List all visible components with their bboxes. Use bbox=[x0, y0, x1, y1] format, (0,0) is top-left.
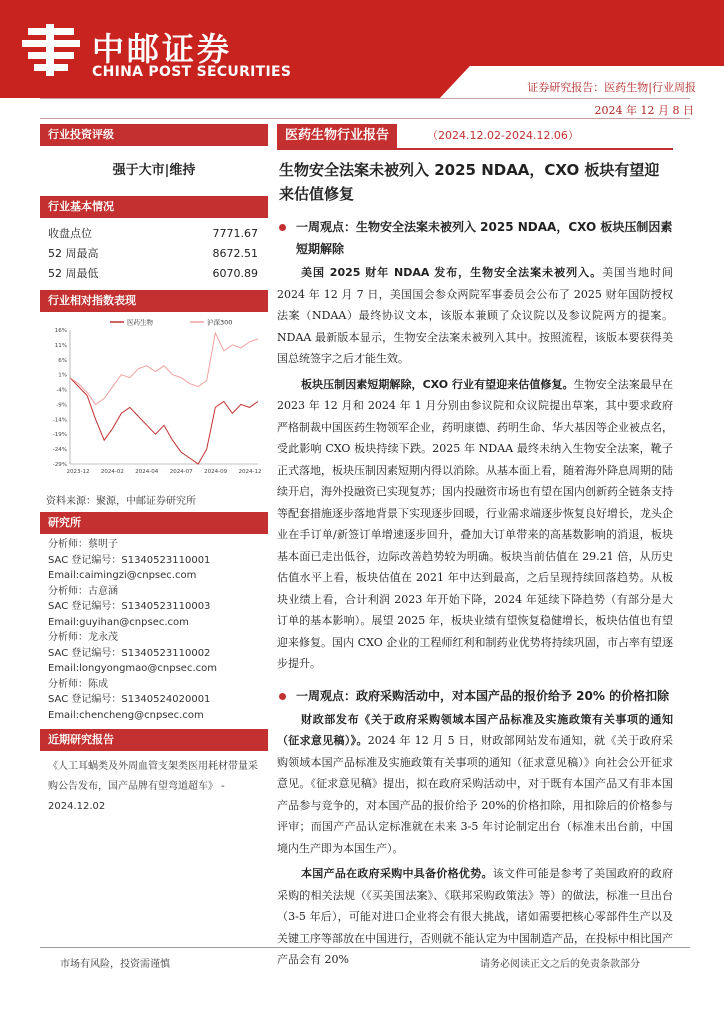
basics-label: 收盘点位 bbox=[48, 227, 92, 240]
paragraph-body: 2024 年 12 月 5 日，财政部网站发布通知，就《关于政府采购领域本国产品标准及实施政策有关事项的通知（征求意见稿）》向社会公开征求意见。《征求意见稿》提出，拟在政府采购活动中，对于既有本国产品又有非本国产品参与竞争的，对本国产品的报价给予 20%的价格扣除，用扣除后的价格参与评审；而国产产品认定标准就在未来 3-5 年讨论制定出台（标准未出台前，中国境内生产即为本国生产）。 bbox=[277, 734, 674, 855]
analyst-line: 分析师：陈成 bbox=[48, 678, 108, 690]
y-tick-label: -14% bbox=[52, 417, 67, 424]
header-divider bbox=[40, 98, 690, 99]
date-divider bbox=[40, 118, 690, 119]
x-tick-label: 2023-12 bbox=[66, 469, 90, 475]
series-line-csi300 bbox=[70, 333, 258, 404]
paragraph-lead: 本国产品在政府采购中具备价格优势。 bbox=[301, 867, 493, 880]
perf-header: 行业相对指数表现 bbox=[40, 290, 268, 312]
analyst-line: 分析师：蔡明子 bbox=[48, 539, 118, 550]
analyst-list bbox=[40, 534, 268, 723]
rating-header: 行业投资评级 bbox=[40, 124, 268, 146]
paragraph-body: 该文件可能是参考了美国政府的政府采购的相关法规（《买美国法案》、《联邦采购政策法》等）的做法，标准一旦出台（3-5 年后），可能对进口企业将会有很大挑战，诸如需要把核心零部件生产以及关键工序等部放在中国进行，否则就不能认定为中国制造产品，在投标中相比国产产品会有 20% bbox=[277, 867, 673, 966]
footer-risk: 市场有风险，投资需谨慎 bbox=[60, 959, 170, 970]
analyst-line: SAC 登记编号：S1340523110003 bbox=[48, 601, 211, 612]
basics-row bbox=[40, 244, 268, 264]
analyst-line: Email:guyihan@cnpsec.com bbox=[48, 616, 189, 628]
key-point-text: 一周观点：生物安全法案未被列入 2025 NDAA，CXO 板块压制因素短期解除 bbox=[296, 220, 673, 256]
y-tick-label: -29% bbox=[52, 462, 67, 468]
paragraph bbox=[277, 374, 673, 675]
x-tick-label: 2024-12 bbox=[238, 469, 262, 475]
basics-header: 行业基本情况 bbox=[40, 196, 268, 218]
paragraph-lead: 板块压制因素短期解除，CXO 行业有望迎来估值修复。 bbox=[301, 377, 574, 391]
legend-label: 医药生物 bbox=[127, 318, 153, 327]
analyst-line: Email:chencheng@cnpsec.com bbox=[48, 709, 204, 721]
brand-name-cn: 中邮证券 bbox=[92, 30, 233, 68]
footer-divider bbox=[40, 947, 690, 948]
paragraph-body: 美国当地时间 2024 年 12 月 7 日，美国国会参众两院军事委员会公布了 2025 财年国防授权法案（NDAA）最终协议文本，该版本兼顾了众议院以及参议院两方的提案。NDAA 最新版本显示，生物安全法案未被列入其中。按照流程，该版本要获得美国总统签字之后才能生效。 bbox=[277, 266, 674, 365]
left-sidebar bbox=[40, 124, 268, 817]
report-date: 2024 年 12 月 8 日 bbox=[594, 104, 694, 117]
footer-disclaimer: 请务必阅读正文之后的免责条款部分 bbox=[480, 959, 640, 970]
y-tick-label: 1% bbox=[58, 372, 67, 379]
analyst-line: SAC 登记编号：S1340523110002 bbox=[48, 647, 211, 659]
analyst-line: SAC 登记编号：S1340523110001 bbox=[48, 554, 211, 566]
analyst-line: Email:longyongmao@cnpsec.com bbox=[48, 663, 217, 674]
basics-label: 52 周最低 bbox=[48, 267, 99, 280]
legend-label: 沪深300 bbox=[207, 318, 233, 327]
y-tick-label: -24% bbox=[52, 447, 67, 454]
series-line-pharma bbox=[70, 378, 258, 464]
paragraph bbox=[277, 262, 673, 370]
analyst-line: 分析师：古意涵 bbox=[48, 585, 118, 597]
basics-label: 52 周最高 bbox=[48, 247, 99, 260]
analyst-line: 分析师：龙永茂 bbox=[48, 632, 118, 643]
y-tick-label: -19% bbox=[52, 432, 67, 439]
recent-report: 《人工耳蜗类及外周血管支架类医用耗材带量采购公告发布，国产品牌有望弯道超车》 - 2024.12.02 bbox=[48, 761, 258, 812]
y-tick-label: 11% bbox=[54, 342, 67, 349]
recent-header: 近期研究报告 bbox=[40, 729, 268, 751]
report-range: （2024.12.02-2024.12.06） bbox=[427, 129, 579, 142]
x-tick-label: 2024-02 bbox=[100, 469, 124, 475]
key-point bbox=[277, 206, 673, 262]
key-point bbox=[277, 675, 673, 709]
bullet-icon bbox=[279, 224, 286, 231]
title-bar bbox=[277, 124, 673, 150]
basics-value: 6070.89 bbox=[212, 267, 258, 280]
basics-row bbox=[40, 224, 268, 244]
analyst-line: SAC 登记编号：S1340524020001 bbox=[48, 694, 211, 705]
x-tick-label: 2024-04 bbox=[135, 469, 159, 475]
y-tick-label: 6% bbox=[58, 357, 67, 364]
bullet-icon bbox=[279, 693, 286, 700]
page-header bbox=[0, 0, 724, 98]
analyst-line: Email:caimingzi@cnpsec.com bbox=[48, 570, 197, 581]
basics-value: 7771.67 bbox=[212, 227, 258, 240]
chart-svg bbox=[40, 312, 268, 488]
breadcrumb: 证券研究报告：医药生物|行业周报 bbox=[527, 81, 696, 94]
paragraph-lead: 美国 2025 财年 NDAA 发布，生物安全法案未被列入。 bbox=[301, 266, 603, 279]
paragraph bbox=[277, 709, 673, 860]
main-content bbox=[277, 124, 673, 971]
key-point-text: 一周观点：政府采购活动中，对本国产品的报价给予 20% 的价格扣除 bbox=[296, 688, 670, 703]
paragraph-lead: 财政部发布《关于政府采购领域本国产品标准及实施政策有关事项的通知（征求意见稿）》。 bbox=[277, 712, 673, 747]
brand-name-en: CHINA POST SECURITIES bbox=[92, 64, 292, 80]
basics-value: 8672.51 bbox=[212, 247, 258, 260]
china-post-logo-icon bbox=[20, 22, 82, 78]
x-tick-label: 2024-09 bbox=[204, 469, 228, 475]
chart-source: 资料来源：聚源，中邮证券研究所 bbox=[46, 496, 196, 507]
y-tick-label: -9% bbox=[56, 402, 67, 409]
report-tag: 医药生物行业报告 bbox=[277, 124, 397, 148]
relative-index-chart bbox=[40, 312, 268, 488]
x-tick-label: 2024-07 bbox=[169, 469, 193, 475]
basics-row bbox=[40, 264, 268, 284]
y-tick-label: 16% bbox=[54, 328, 67, 334]
page-title: 生物安全法案未被列入 2025 NDAA，CXO 板块有望迎来估值修复 bbox=[279, 161, 660, 203]
rating-value: 强于大市|维持 bbox=[112, 163, 196, 178]
paragraph-body: 生物安全法案最早在 2023 年 12 月和 2024 年 1 月分别由参议院和众议院提出草案，其中要求政府严格制裁中国医药生物领军企业，药明康德、药明生命、华大基因等企业被点名，受此影响 CXO 板块持续下跌。2025 年 NDAA 最终未纳入生物安全法案，靴子正式落地，板块压制因素短期内得以消除。从基本面上看，随着海外降息周期的陆续开启，海外投融资已实现复苏；国内投融资市场也有望在国内创新药全链条支持等配套措施逐步落地背景下实现逐步回暖，行业需求端逐步恢复良好增长，龙头企业在手订单/新签订单增速逐步回升，叠加大订单带来的高基数影响的消退，板块基本面已走出低谷，边际改善趋势较为明确。板块当前估值在 29.21 倍，从历史估值水平上看，板块估值在 2021 年中达到最高，之后呈现持续回落趋势。从板块业绩上看，合计利润 2023 年开始下降，2024 年延续下降趋势（有部分是大订单的基本影响）。展望 2025 年，板块业绩有望恢复稳健增长，板块估值也有望迎来修复。国内 CXO 企业的工程师红利和制药业优势将持续巩固，市占率有望逐步提升。 bbox=[277, 377, 674, 670]
y-tick-label: -4% bbox=[56, 387, 67, 394]
research-header: 研究所 bbox=[40, 512, 268, 534]
